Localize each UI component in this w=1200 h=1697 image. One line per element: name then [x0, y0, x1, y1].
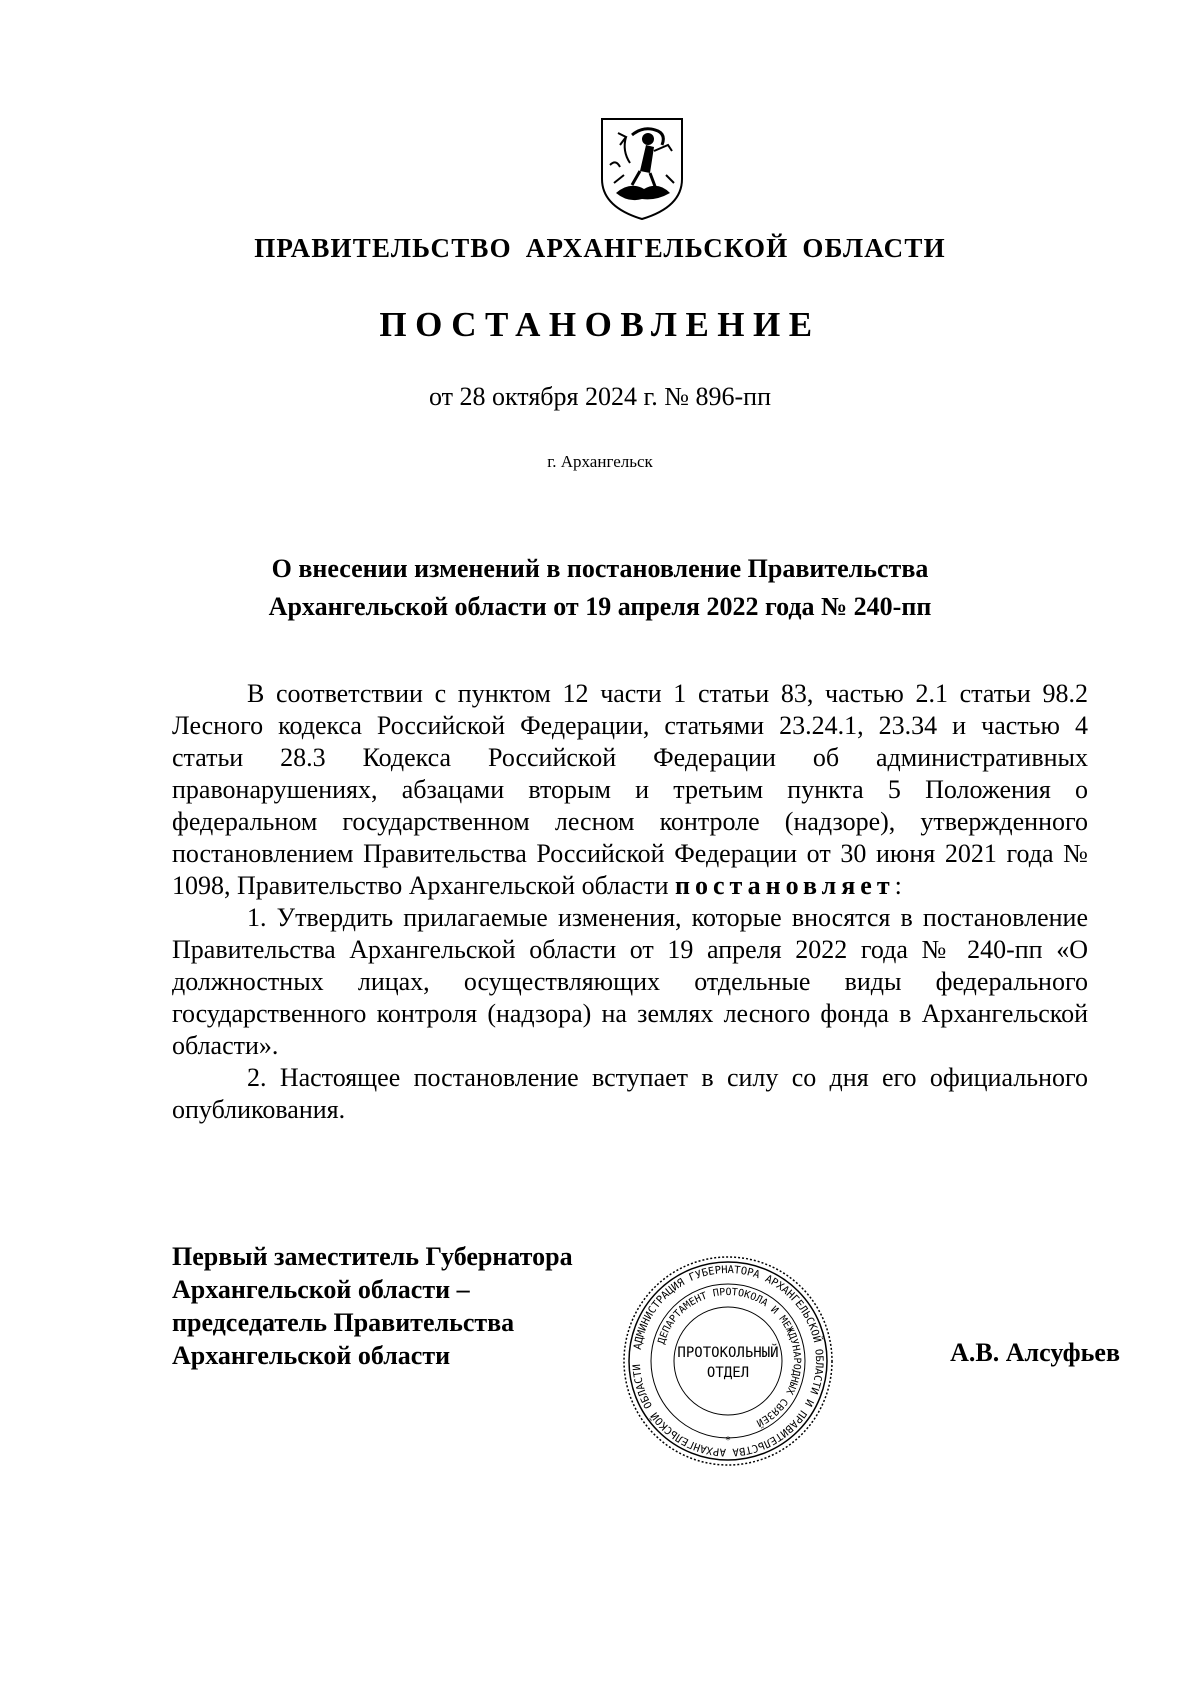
signer-name: А.В. Алсуфьев	[950, 1338, 1120, 1367]
subject-line-1: О внесении изменений в постановление Правительства	[271, 554, 929, 583]
seal-outer-text: АДМИНИСТРАЦИЯ ГУБЕРНАТОРА АРХАНГЕЛЬСКОЙ ОБЛАСТИ И ПРАВИТЕЛЬСТВА АРХАНГЕЛЬСКОЙ ОБЛАСТИ	[631, 1263, 826, 1459]
body-intro-text: В соответствии с пунктом 12 части 1 статьи 83, частью 2.1 статьи 98.2 Лесного кодекса Российской Федерации, статьями 23.24.1, 23.34 и частью 4 статьи 28.3 Кодекса Российской Федерации об административных правонарушениях, абзацами вторым и третьим пункта 5 Положения о федеральном государственном лесном контроле (надзоре), утвержденного постановлением Правительства Российской Федерации от 30 июня 2021 года № 1098, Правительство Архангельской области	[172, 679, 1088, 900]
body-intro-paragraph	[172, 678, 1088, 902]
signer-position-line: председатель Правительства	[172, 1308, 515, 1337]
arkhangelsk-coat-of-arms-icon	[596, 115, 688, 223]
seal-center-line-2: ОТДЕЛ	[706, 1365, 750, 1381]
document-date-number: от 28 октября 2024 г. № 896-пп	[429, 382, 771, 411]
document-body	[172, 678, 1088, 1126]
organization-title: ПРАВИТЕЛЬСТВО АРХАНГЕЛЬСКОЙ ОБЛАСТИ	[254, 233, 946, 263]
signer-position	[172, 1240, 632, 1372]
seal-center-line-1: ПРОТОКОЛЬНЫЙ	[677, 1345, 779, 1361]
seal-inner-text: ДЕПАРТАМЕНТ ПРОТОКОЛА И МЕЖДУНАРОДНЫХ СВЯЗЕЙ	[656, 1286, 803, 1429]
signer-position-line: Первый заместитель Губернатора	[172, 1242, 573, 1271]
body-item-1: 1. Утвердить прилагаемые изменения, которые вносятся в постановление Правительства Архангельской области от 19 апреля 2022 года № 240-пп «О должностных лицах, осуществляющих отдельные виды федерального государственного контроля (надзора) на землях лесного фонда в Архангельской области».	[172, 903, 1088, 1060]
svg-text:*: *	[725, 1435, 731, 1446]
decree-word: постановляет	[675, 871, 895, 900]
subject-line-2: Архангельской области от 19 апреля 2022 года № 240-пп	[268, 592, 932, 621]
document-type: ПОСТАНОВЛЕНИЕ	[379, 305, 821, 344]
signer-position-line: Архангельской области	[172, 1341, 451, 1370]
signer-position-line: Архангельской области –	[172, 1275, 470, 1304]
document-city: г. Архангельск	[547, 452, 653, 471]
body-item-2: 2. Настоящее постановление вступает в силу со дня его официального опубликования.	[172, 1063, 1088, 1124]
protocol-department-seal-icon	[620, 1253, 836, 1469]
document-subject	[200, 550, 1000, 626]
decree-colon: :	[894, 871, 902, 900]
